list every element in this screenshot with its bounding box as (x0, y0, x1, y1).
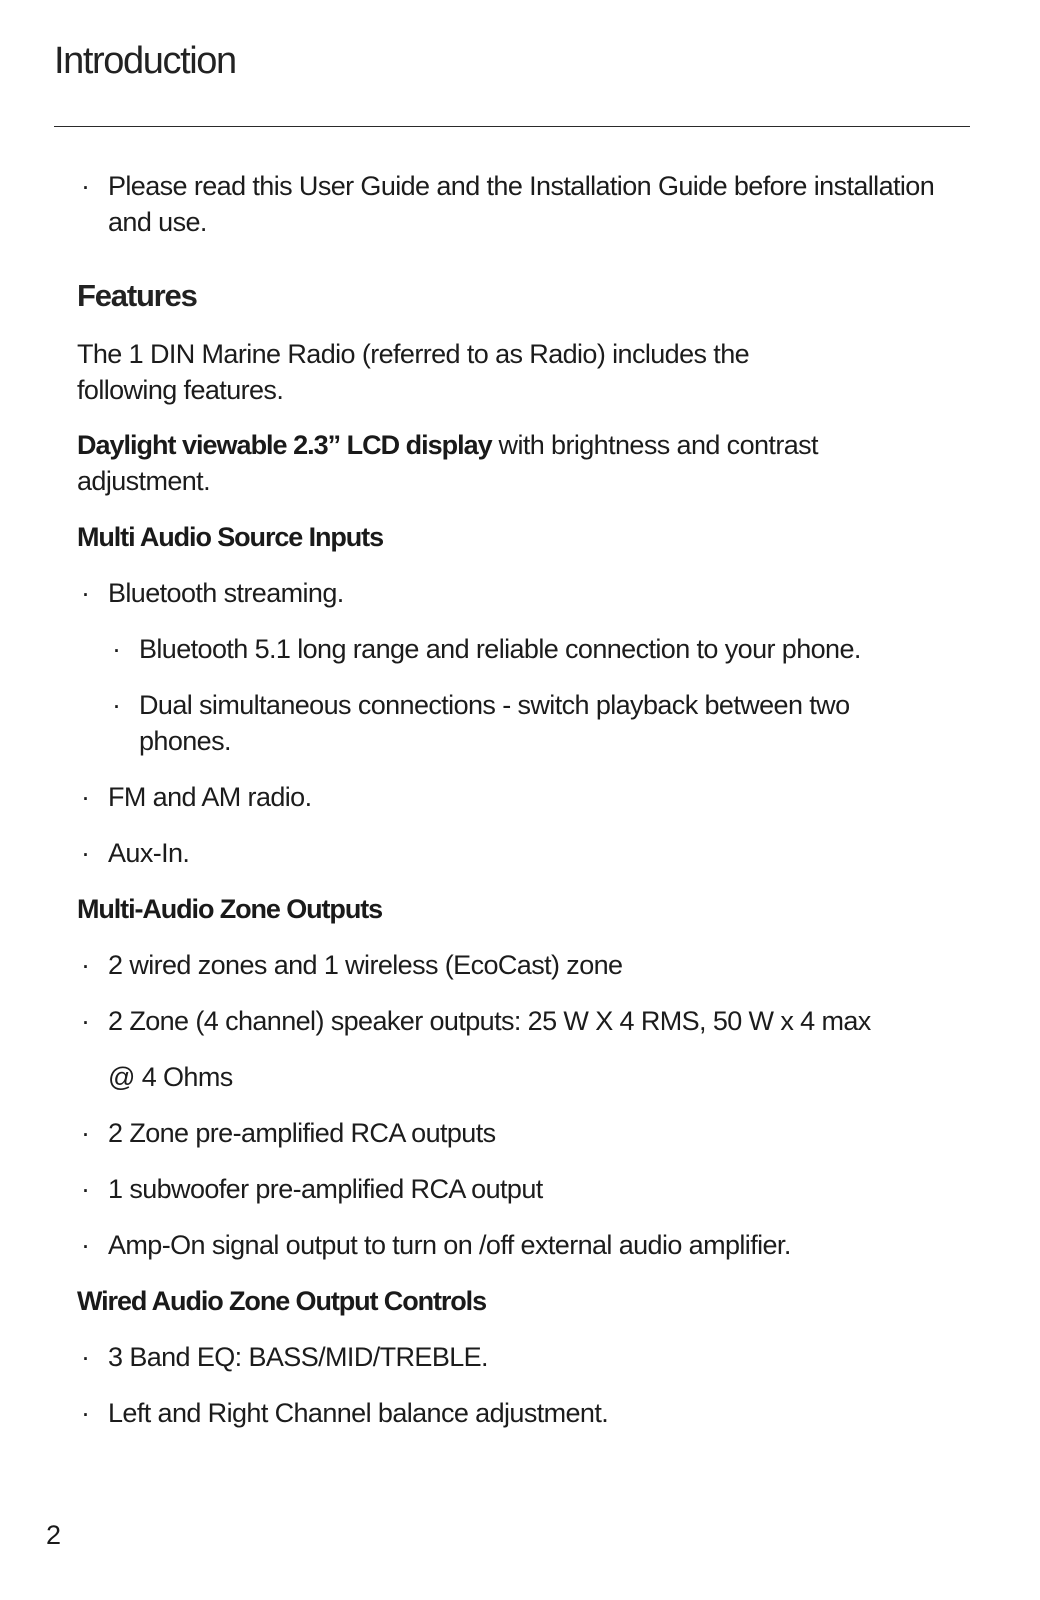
inputs-heading: Multi Audio Source Inputs (77, 522, 383, 552)
outputs-heading: Multi-Audio Zone Outputs (77, 894, 383, 924)
list-item (81, 1339, 968, 1375)
list-item (81, 1171, 968, 1207)
page-number: 2 (46, 1520, 61, 1550)
input-item-text: Aux-In. (108, 838, 190, 868)
bullet-dot: · (81, 1342, 90, 1372)
output-item-text: 1 subwoofer pre-amplified RCA output (108, 1174, 543, 1204)
features-intro-text: The 1 DIN Marine Radio (referred to as Radio) includes the following features. (77, 339, 750, 405)
output-item-text: Amp-On signal output to turn on /off external audio amplifier. (108, 1230, 791, 1260)
controls-heading: Wired Audio Zone Output Controls (77, 1286, 486, 1316)
control-item-text: 3 Band EQ: BASS/MID/TREBLE. (108, 1342, 488, 1372)
input-item-text: FM and AM radio. (108, 782, 312, 812)
list-item (81, 1395, 968, 1431)
bullet-dot: · (112, 634, 121, 664)
list-item (81, 779, 968, 815)
input-item-text: Bluetooth streaming. (108, 578, 344, 608)
list-item (112, 631, 969, 667)
output-item-text: 2 wired zones and 1 wireless (EcoCast) zone (108, 950, 623, 980)
features-heading: Features (77, 278, 197, 313)
bullet-dot: · (81, 782, 90, 812)
bullet-dot: · (81, 171, 90, 201)
intro-bullet-text: Please read this User Guide and the Installation Guide before installation and use. (108, 171, 935, 237)
bullet-dot: · (81, 1398, 90, 1428)
display-feature-text (77, 427, 837, 499)
list-item (81, 947, 968, 983)
list-item (112, 687, 899, 759)
title-divider (54, 126, 970, 127)
output-item-continuation: @ 4 Ohms (108, 1062, 233, 1092)
list-item (81, 1115, 968, 1151)
control-item-text: Left and Right Channel balance adjustment. (108, 1398, 609, 1428)
display-feature-rest: with brightness and contrast adjustment. (77, 430, 818, 496)
list-item (81, 168, 968, 240)
bullet-dot: · (112, 690, 121, 720)
output-item-text: 2 Zone (4 channel) speaker outputs: 25 W X 4 RMS, 50 W x 4 max (108, 1006, 871, 1036)
list-item (81, 1227, 968, 1263)
list-item (81, 835, 968, 871)
list-item (81, 1003, 968, 1039)
bullet-dot: · (81, 1174, 90, 1204)
output-item-text: 2 Zone pre-amplified RCA outputs (108, 1118, 496, 1148)
input-item-text: Bluetooth 5.1 long range and reliable connection to your phone. (139, 634, 861, 664)
list-item (81, 575, 968, 611)
bullet-dot: · (81, 1118, 90, 1148)
input-item-text: Dual simultaneous connections - switch playback between two phones. (139, 690, 850, 756)
bullet-dot: · (81, 1230, 90, 1260)
bullet-dot: · (81, 950, 90, 980)
display-feature-bold: Daylight viewable 2.3” LCD display (77, 430, 492, 460)
bullet-dot: · (81, 1006, 90, 1036)
bullet-dot: · (81, 838, 90, 868)
bullet-dot: · (81, 578, 90, 608)
page-title: Introduction (54, 40, 236, 82)
